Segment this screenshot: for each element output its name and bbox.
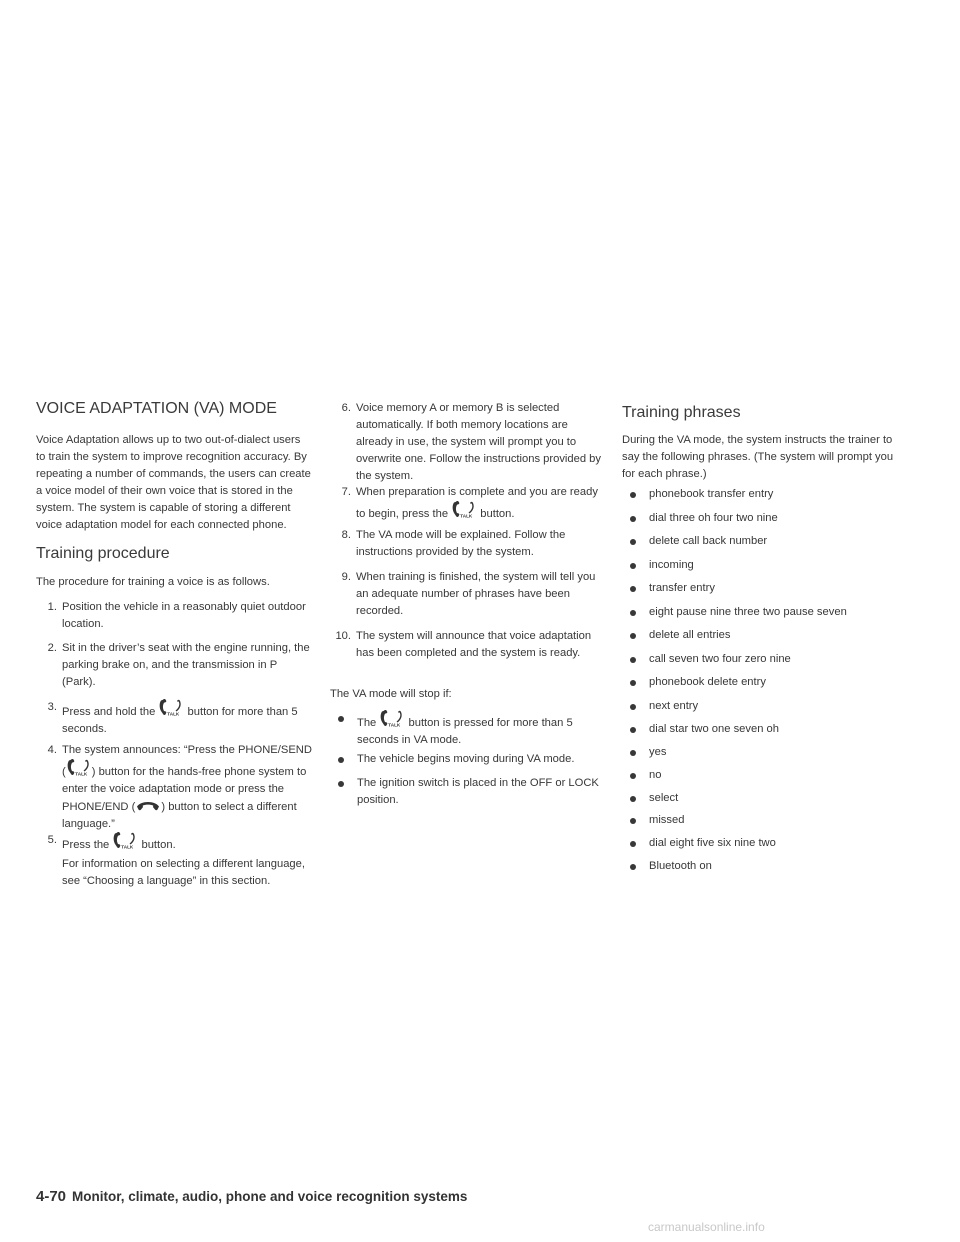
step-number: 1. <box>47 601 57 613</box>
step-1 <box>36 599 312 633</box>
phrase-text: delete call back number <box>649 535 768 547</box>
step-number: 6. <box>341 402 351 414</box>
bullet-dot <box>630 563 636 569</box>
step-9 <box>330 569 604 620</box>
step-10 <box>330 628 604 662</box>
phrase-text: incoming <box>649 558 694 571</box>
intro-paragraph: Voice Adaptation allows up to two out-of-dialect users to train the system to improve recognition accuracy. By repeating a number of commands, the users can create a voice model of their own voice that is stored in the system. The system is capable of storing a different voice adaptation model for each connected phone. <box>36 434 311 531</box>
bullet-dot <box>630 727 636 733</box>
bullet-dot <box>630 864 636 870</box>
site-watermark: carmanualsonline.info <box>648 1220 765 1234</box>
list-item <box>622 557 694 574</box>
phrase-text: delete all entries <box>649 629 731 641</box>
bullet-dot <box>630 750 636 756</box>
phrase-text: next entry <box>649 699 699 712</box>
bullet-dot <box>630 657 636 663</box>
phrase-text: phonebook delete entry <box>649 676 766 688</box>
section-heading: VOICE ADAPTATION (VA) MODE <box>36 400 277 417</box>
bullet-dot <box>630 841 636 847</box>
list-item <box>622 533 767 550</box>
step-number: 3. <box>47 701 57 713</box>
step-text: Position the vehicle in a reasonably quiet outdoor location. <box>62 601 306 630</box>
list-item <box>622 858 712 875</box>
phrase-text: Bluetooth on <box>649 860 712 872</box>
phrases-intro: During the VA mode, the system instructs the trainer to say the following phrases. (The system will prompt you for each phrase.) <box>622 434 894 480</box>
bullet-dot <box>338 781 344 787</box>
phrase-text: select <box>649 792 679 804</box>
step-text-c: ) button to select a different language.” <box>62 801 297 830</box>
list-item <box>622 486 773 503</box>
step-text-before: Press and hold the <box>62 706 156 718</box>
step-number: 4. <box>47 744 57 756</box>
bullet-dot <box>630 539 636 545</box>
step-text-b: ) button for the hands-free phone system to enter the voice adaptation mode or press the PHONE/END ( <box>62 766 307 813</box>
phone-send-voice-icon <box>66 759 92 777</box>
list-item <box>622 835 776 852</box>
chapter-title: Monitor, climate, audio, phone and voice recognition systems <box>72 1189 468 1204</box>
stop-bullet <box>330 710 605 749</box>
phrase-text: dial three oh four two nine <box>649 511 778 524</box>
list-item <box>622 812 684 829</box>
bullet-dot <box>630 492 636 498</box>
bullet-text-after: button is pressed for more than 5 seconds in VA mode. <box>357 717 573 746</box>
phrase-text: yes <box>649 746 667 758</box>
phone-end-icon <box>135 798 161 812</box>
step-6 <box>330 400 604 485</box>
bullet-dot <box>630 516 636 522</box>
bullet-dot <box>630 818 636 824</box>
bullet-dot <box>630 773 636 779</box>
phrase-text: dial eight five six nine two <box>649 837 776 849</box>
step-text-a: The system announces: “Press the PHONE/SEND ( <box>62 744 312 778</box>
step-4 <box>36 742 312 833</box>
training-procedure-heading: Training procedure <box>36 545 170 562</box>
bullet-dot <box>630 704 636 710</box>
step-3 <box>36 699 312 738</box>
step-text-after: button. <box>480 508 515 520</box>
phrase-text: eight pause nine three two pause seven <box>649 605 847 618</box>
step-5-note: For information on selecting a different language, see “Choosing a language” in this section. <box>62 858 305 887</box>
step-number: 5. <box>47 834 57 846</box>
list-item <box>622 744 666 761</box>
step-text-before: Press the <box>62 839 110 851</box>
step-2 <box>36 640 312 691</box>
step-text: Voice memory A or memory B is selected automatically. If both memory locations are already in use, the system will prompt you to overwrite one. Follow the instructions provided by the system. <box>356 402 601 482</box>
list-item <box>622 790 678 807</box>
training-phrases-heading: Training phrases <box>622 404 741 421</box>
step-7 <box>330 484 604 523</box>
phone-send-voice-icon <box>379 710 405 728</box>
phrase-text: dial star two one seven oh <box>649 723 779 735</box>
bullet-dot <box>630 610 636 616</box>
list-item <box>622 721 779 738</box>
phrase-text: missed <box>649 814 685 826</box>
phone-send-voice-icon <box>158 699 184 717</box>
step-text: The system will announce that voice adaptation has been completed and the system is ready. <box>356 630 592 659</box>
step-5 <box>36 832 312 854</box>
step-number: 10. <box>335 630 351 642</box>
bullet-dot <box>630 586 636 592</box>
phrase-text: phonebook transfer entry <box>649 488 774 500</box>
list-item <box>622 604 847 621</box>
step-8 <box>330 527 604 561</box>
list-item <box>622 674 766 691</box>
page-number: 4-70 <box>36 1188 67 1205</box>
stop-bullet <box>330 751 605 768</box>
phrase-text: no <box>649 769 662 781</box>
bullet-dot <box>630 633 636 639</box>
phrase-text: call seven two four zero nine <box>649 652 791 665</box>
list-item <box>622 510 778 527</box>
bullet-dot <box>338 757 344 763</box>
step-text-after: button. <box>141 839 176 851</box>
step-text: When training is finished, the system will tell you an adequate number of phrases have been recorded. <box>356 571 596 617</box>
step-text-before: When preparation is complete and you are ready to begin, press the <box>356 486 598 520</box>
procedure-lead: The procedure for training a voice is as follows. <box>36 576 270 588</box>
step-number: 8. <box>341 529 351 541</box>
page-footer <box>36 1188 467 1206</box>
phrase-text: transfer entry <box>649 582 715 594</box>
bullet-text: The vehicle begins moving during VA mode. <box>357 753 575 765</box>
list-item <box>622 767 661 784</box>
step-number: 7. <box>341 486 351 498</box>
step-number: 2. <box>47 642 57 654</box>
list-item <box>622 627 730 644</box>
phone-send-voice-icon <box>112 832 138 850</box>
bullet-dot <box>338 716 344 722</box>
bullet-dot <box>630 796 636 802</box>
bullet-text-before: The <box>357 717 377 729</box>
list-item <box>622 580 715 597</box>
list-item <box>622 651 791 668</box>
phone-send-voice-icon <box>451 501 477 519</box>
stop-bullet <box>330 775 605 809</box>
step-text-after: button for more than 5 seconds. <box>62 706 298 735</box>
step-number: 9. <box>341 571 351 583</box>
step-text: Sit in the driver’s seat with the engine running, the parking brake on, and the transmission in P (Park). <box>62 642 310 688</box>
step-text: The VA mode will be explained. Follow the instructions provided by the system. <box>356 529 566 558</box>
bullet-dot <box>630 680 636 686</box>
list-item <box>622 698 698 715</box>
bullet-text: The ignition switch is placed in the OFF or LOCK position. <box>357 777 599 806</box>
stop-lead: The VA mode will stop if: <box>330 688 452 700</box>
